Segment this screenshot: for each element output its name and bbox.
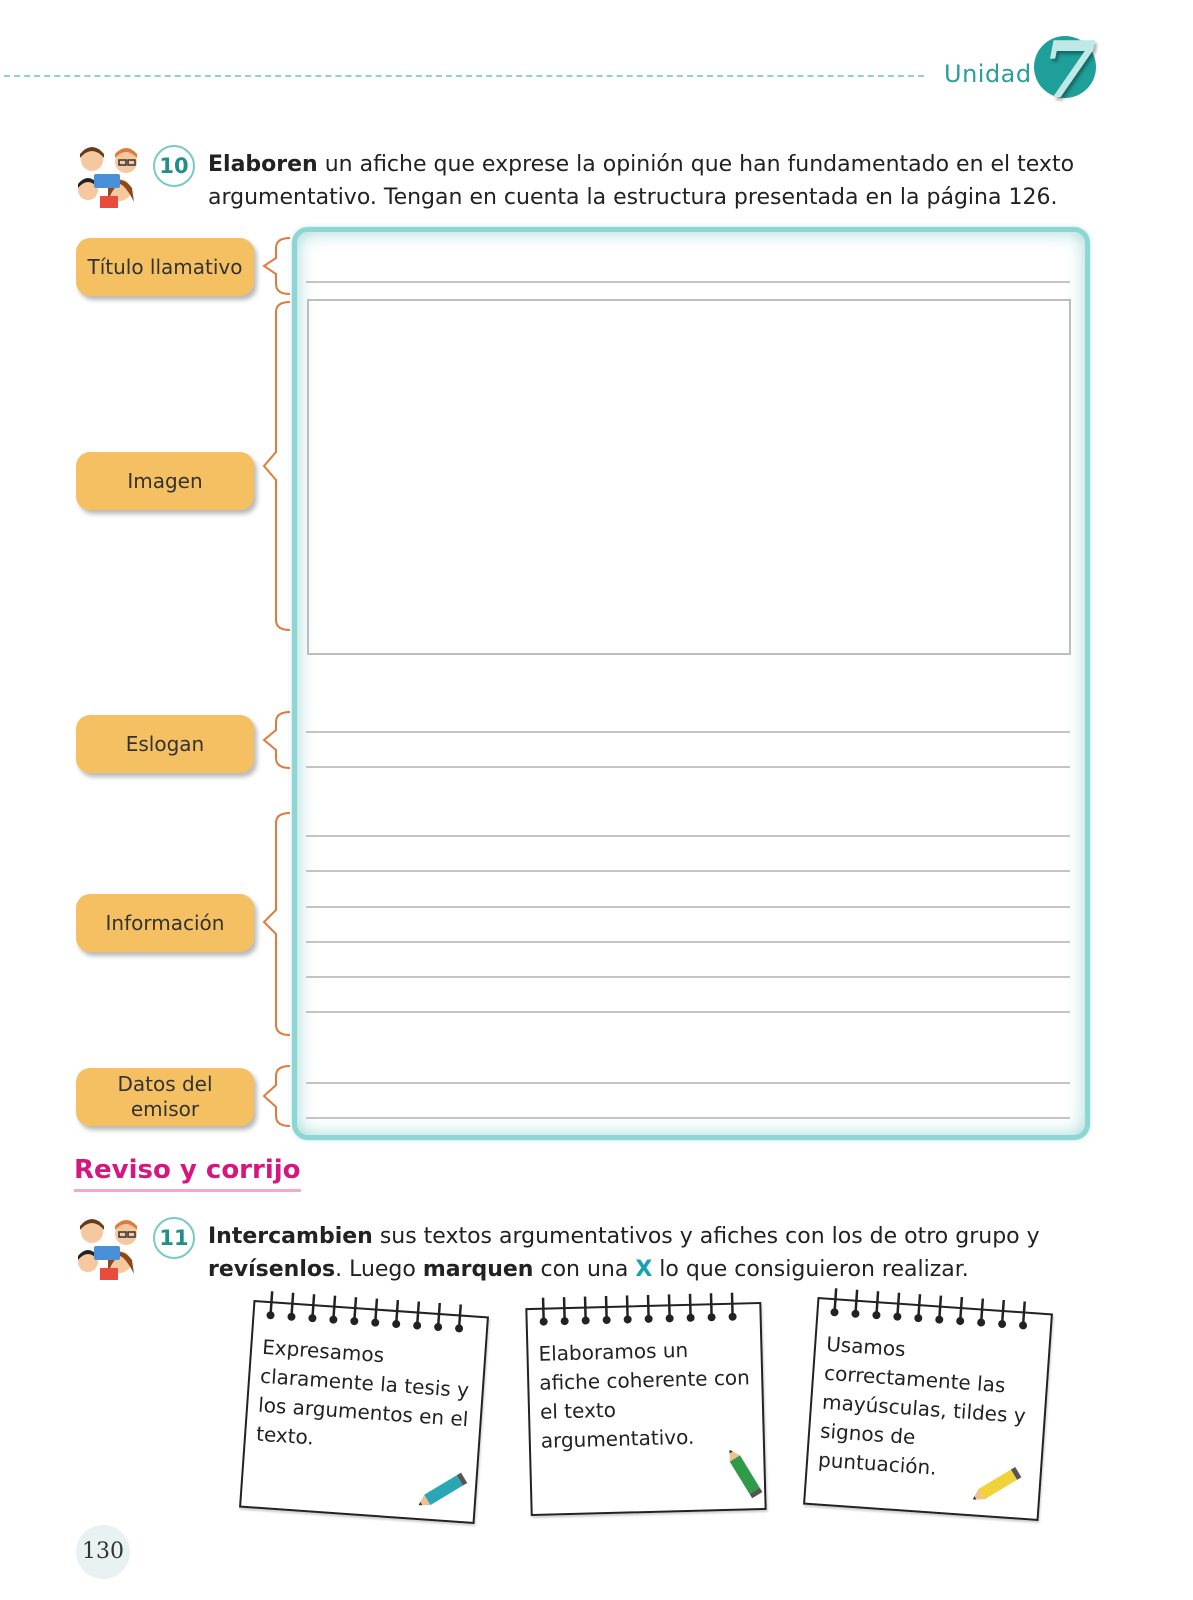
activity-instruction: Elaboren un afiche que exprese la opinión que han fundamentado en el texto argumentativo. Tengan en cuenta la estructura presentada en la página 126. (208, 152, 1075, 210)
spiral-binding-icon (533, 1288, 754, 1328)
pencil-icon (965, 1458, 1028, 1512)
checklist-note[interactable] (803, 1297, 1053, 1521)
checklist-text: Usamos correctamente las mayúsculas, tildes y signos de puntuación. (817, 1331, 1027, 1480)
label-slogan: Eslogan (76, 715, 254, 773)
group-work-icon (74, 146, 144, 210)
label-image: Imagen (76, 452, 254, 510)
pencil-icon (411, 1464, 474, 1518)
checklist-note[interactable] (525, 1302, 766, 1516)
checklist-text: Expresamos claramente la tesis y los argumentos en el texto. (255, 1334, 470, 1450)
structure-brackets (256, 230, 296, 1130)
checklist-text: Elaboramos un afiche coherente con el texto argumentativo. (538, 1337, 751, 1453)
spiral-binding-icon (824, 1284, 1046, 1333)
info-line[interactable] (306, 906, 1070, 908)
section-title: Reviso y corrijo (74, 1155, 301, 1192)
checklist-note[interactable] (239, 1300, 489, 1524)
pencil-icon (716, 1434, 768, 1505)
sender-line[interactable] (306, 1082, 1070, 1084)
label-sender: Datos del emisor (76, 1068, 254, 1126)
info-line[interactable] (306, 1011, 1070, 1013)
unit-label: Unidad (944, 60, 1032, 88)
activity-number: 11 (153, 1217, 195, 1259)
group-work-icon (74, 1218, 144, 1282)
header-divider (4, 75, 924, 77)
label-information: Información (76, 894, 254, 952)
info-line[interactable] (306, 835, 1070, 837)
title-line[interactable] (306, 281, 1070, 283)
unit-number: 7 (1041, 25, 1097, 116)
info-line[interactable] (306, 976, 1070, 978)
activity-number: 10 (153, 145, 195, 187)
slogan-line[interactable] (306, 766, 1070, 768)
slogan-line[interactable] (306, 731, 1070, 733)
spiral-binding-icon (260, 1287, 482, 1336)
image-area[interactable] (307, 299, 1071, 655)
sender-line[interactable] (306, 1117, 1070, 1119)
page-number: 130 (76, 1525, 130, 1579)
info-line[interactable] (306, 870, 1070, 872)
info-line[interactable] (306, 941, 1070, 943)
label-title: Título llamativo (76, 238, 254, 296)
activity-instruction: Intercambien sus textos argumentativos y afiches con los de otro grupo y revísenlos. Luego marquen con una X lo que consiguieron realizar. (208, 1224, 1040, 1282)
